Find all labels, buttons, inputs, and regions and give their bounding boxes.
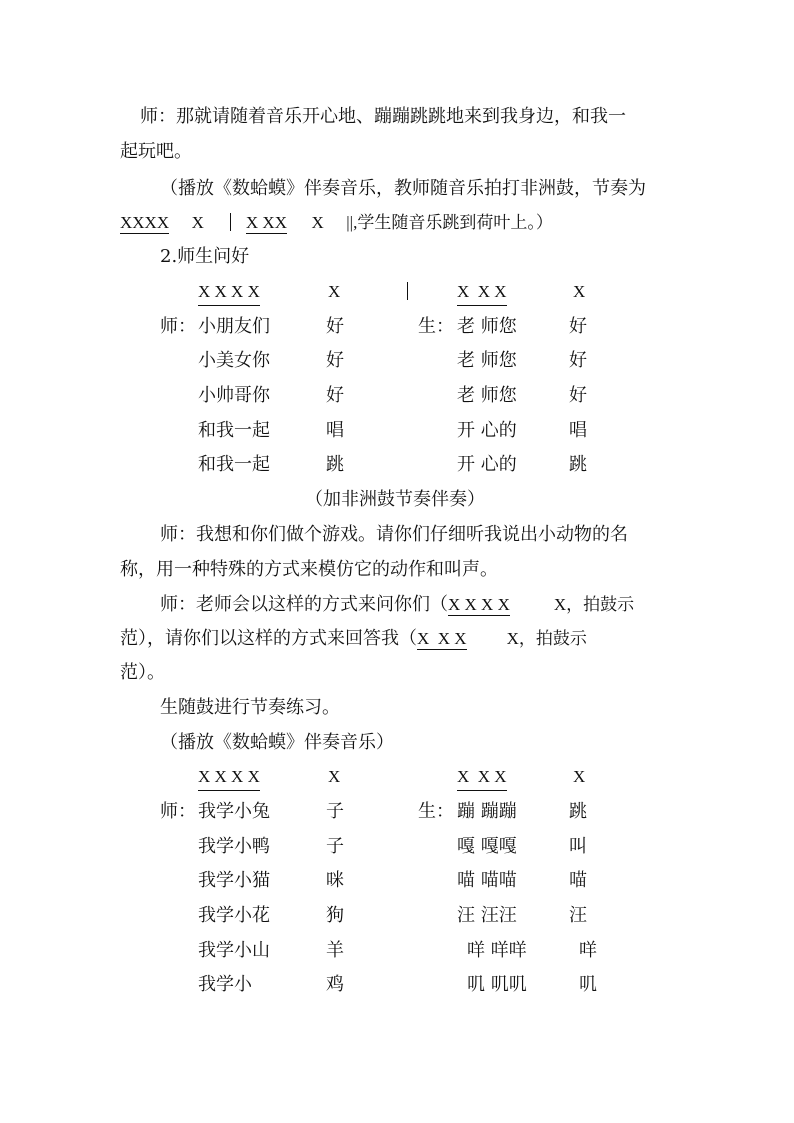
student-lyric-end: 叽 <box>579 974 597 995</box>
student-lyric: 嘎 嘎嘎 <box>457 836 517 857</box>
teacher-lyric: 我学小兔 <box>198 801 270 822</box>
paragraph-text: 范），请你们以这样的方式来回答我（ <box>120 628 417 649</box>
rhythm-note: X <box>311 213 324 232</box>
student-lyric: 蹦 蹦蹦 <box>457 801 517 822</box>
student-lyric-end: 跳 <box>569 454 587 475</box>
teacher-lyric-end: 咪 <box>326 870 344 891</box>
rhythm-group: X X X <box>457 765 507 791</box>
paragraph-text: 师：老师会以这样的方式来问你们（ <box>160 594 448 615</box>
rhythm-note: X <box>328 767 341 786</box>
teacher-lyric: 和我一起 <box>198 420 270 441</box>
teacher-lyric-end: 唱 <box>326 420 344 441</box>
teacher-lyric-end: 羊 <box>326 940 344 961</box>
paragraph-line: 范）。 <box>120 662 165 683</box>
teacher-lyric: 我学小 <box>198 974 252 995</box>
rhythm-tail: X，拍鼓示 <box>553 595 635 614</box>
teacher-lyric-end: 子 <box>326 836 344 857</box>
teacher-lyric: 我学小花 <box>198 905 270 926</box>
paragraph-line <box>120 627 587 651</box>
paragraph-line: 称，用一种特殊的方式来模仿它的动作和叫声。 <box>120 559 498 580</box>
teacher-lyric-end: 子 <box>326 801 344 822</box>
teacher-lyric-end: 鸡 <box>326 974 344 995</box>
teacher-label: 师： <box>160 801 196 822</box>
rhythm-group: X X X X <box>448 595 510 614</box>
rhythm-note: X <box>573 282 586 301</box>
student-label: 生： <box>418 801 454 822</box>
teacher-lyric-end: 好 <box>326 316 344 337</box>
bar-line <box>230 213 231 231</box>
student-lyric: 喵 喵喵 <box>457 870 517 891</box>
rhythm-note: X <box>328 282 341 301</box>
student-lyric-end: 叫 <box>569 836 587 857</box>
section-heading: 2.师生问好 <box>160 246 250 267</box>
paragraph-line: 师：我想和你们做个游戏。请你们仔细听我说出小动物的名 <box>160 524 628 545</box>
teacher-lyric-end: 跳 <box>326 454 344 475</box>
rhythm-tail: X，拍鼓示 <box>506 629 587 648</box>
paragraph-line: 师：那就请随着音乐开心地、蹦蹦跳跳地来到我身边，和我一 <box>140 106 626 127</box>
teacher-lyric-end: 好 <box>326 385 344 406</box>
paragraph-line: 起玩吧。 <box>120 141 192 162</box>
student-lyric: 老 师您 <box>457 316 517 337</box>
teacher-lyric: 小朋友们 <box>198 316 270 337</box>
rhythm-group: X XX <box>245 213 287 232</box>
student-lyric: 开 心的 <box>457 454 517 475</box>
student-lyric-end: 汪 <box>569 905 587 926</box>
teacher-lyric: 我学小鸭 <box>198 836 270 857</box>
rhythm-group: XXXX <box>120 213 170 232</box>
student-label: 生： <box>418 316 454 337</box>
student-lyric: 老 师您 <box>457 350 517 371</box>
student-lyric: 开 心的 <box>457 420 517 441</box>
rhythm-group: X X X X <box>198 765 260 791</box>
student-lyric-end: 唱 <box>569 420 587 441</box>
student-lyric-end: 好 <box>569 316 587 337</box>
student-lyric: 汪 汪汪 <box>457 905 517 926</box>
student-lyric-end: 好 <box>569 385 587 406</box>
student-lyric-end: 咩 <box>579 940 597 961</box>
student-lyric-end: 跳 <box>569 801 587 822</box>
rhythm-line <box>120 211 553 235</box>
student-lyric: 叽 叽叽 <box>467 974 527 995</box>
rhythm-group: X X X <box>457 280 507 306</box>
student-lyric: 咩 咩咩 <box>467 940 527 961</box>
rhythm-group: X X X <box>417 629 467 648</box>
student-lyric-end: 好 <box>569 350 587 371</box>
student-lyric-end: 喵 <box>569 870 587 891</box>
teacher-lyric-end: 狗 <box>326 905 344 926</box>
teacher-lyric: 和我一起 <box>198 454 270 475</box>
teacher-lyric: 我学小山 <box>198 940 270 961</box>
teacher-lyric: 小美女你 <box>198 350 270 371</box>
rhythm-note: X <box>573 767 586 786</box>
paragraph-line: （播放《数蛤蟆》伴奏音乐） <box>160 732 394 753</box>
student-lyric: 老 师您 <box>457 385 517 406</box>
teacher-lyric-end: 好 <box>326 350 344 371</box>
paragraph-line: 生随鼓进行节奏练习。 <box>160 697 340 718</box>
rhythm-note: X <box>191 213 204 232</box>
rhythm-group: X X X X <box>198 280 260 306</box>
teacher-label: 师： <box>160 316 196 337</box>
teacher-lyric: 小帅哥你 <box>198 385 270 406</box>
paragraph-line <box>160 593 634 617</box>
accompaniment-note: （加非洲鼓节奏伴奏） <box>305 489 485 510</box>
paragraph-line: （播放《数蛤蟆》伴奏音乐，教师随音乐拍打非洲鼓，节奏为 <box>160 178 646 199</box>
rhythm-tail: ||,学生随音乐跳到荷叶上。） <box>346 213 553 232</box>
bar-line <box>407 282 408 300</box>
teacher-lyric: 我学小猫 <box>198 870 270 891</box>
